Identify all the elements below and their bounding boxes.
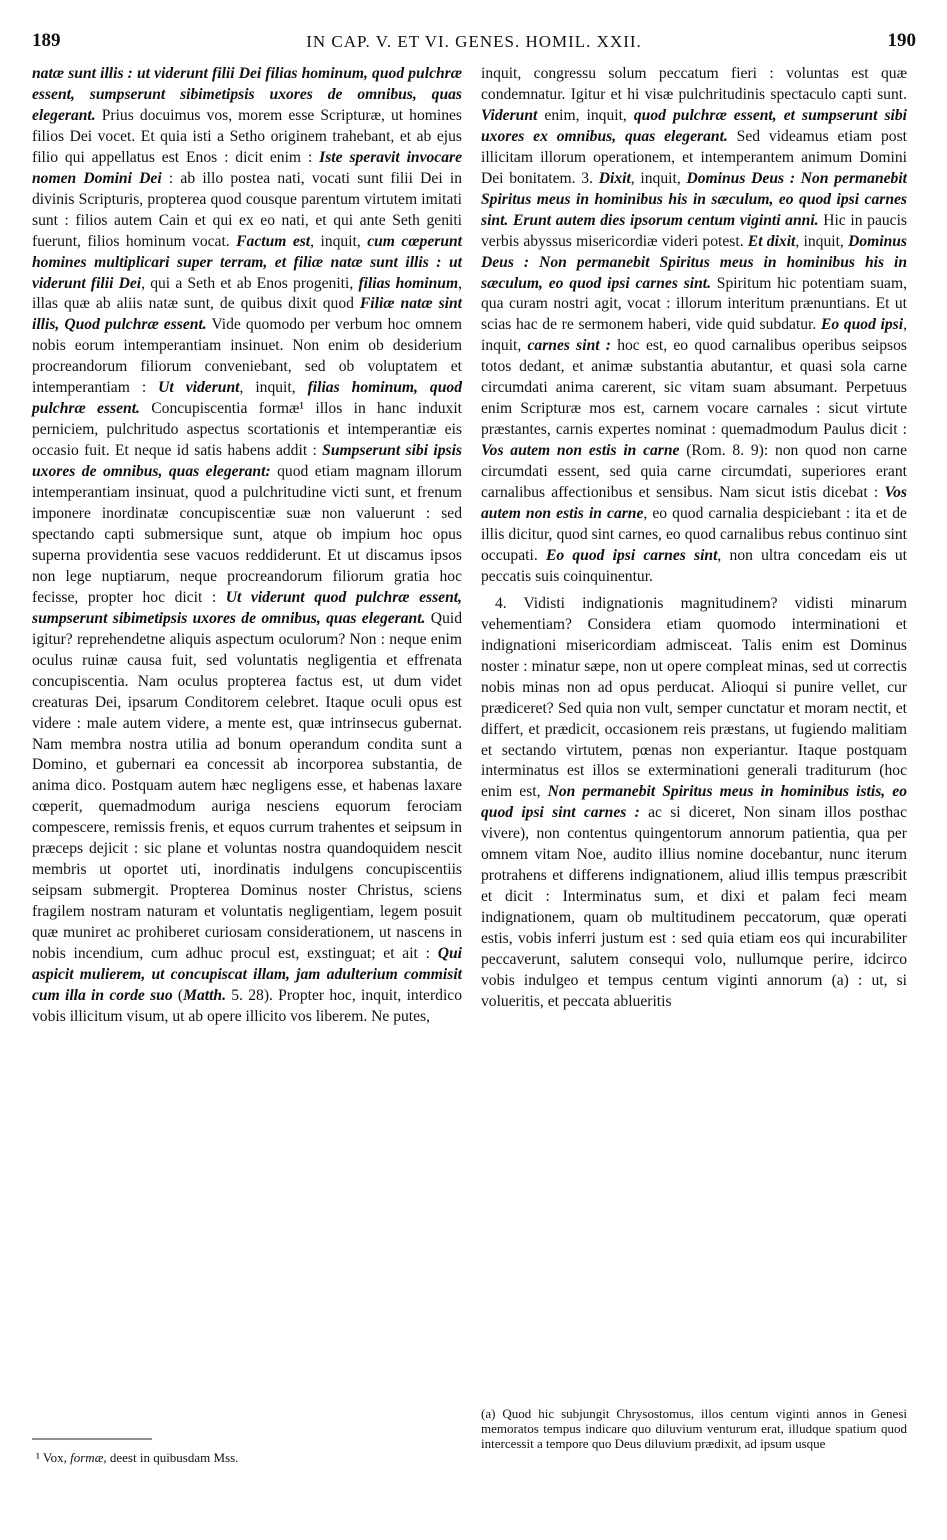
footnote-right: (a) Quod hic subjungit Chrysostomus, illos centum viginti annos in Genesi memoratos tempus indicare quo diluvium venturum erat, illudque spatium quod intercessit a tempore quo Deus diluvium prædixit, ad ipsum usque — [481, 1406, 907, 1452]
text-run: Sed videamus etiam post illicitam illorum operationem, et intemperantem animum Domini Dei bonitatem. 3. — [481, 127, 907, 187]
right-paragraph-1 — [481, 64, 907, 588]
italic-run: Et dixit — [747, 232, 796, 250]
italic-run: Factum est — [236, 232, 311, 250]
text-run: Vide quomodo per verbum hoc omnem nobis eorum intemperantiam insinuet. Non enim ob desiderium procreandorum filiorum conveniebant, sed ob voluptatem et intemperantiam : — [32, 316, 462, 397]
text-run: ac si diceret, Non sinam illos posthac vivere), non contentus quingentorum annorum patientia, qua per omnem vitam Noe, audito illius nomine docebantur, nunc iterum protrahens et differens indignationem, aliud illis tempus præscribit et dicit : Interminatus sum, et dixi et palam feci meam indignationem, quam ob multitudinem peccatorum, quæ operati estis, vobis inferri justum est : sed quia etiam eos qui incurabiliter peccaverunt, salutem consequi volo, nullumque perire, idcirco vobis indulgeo et tempus centum viginti annorum (a) : ut, si volueritis, et peccata ablueritis — [481, 804, 907, 1010]
italic-run: Eo quod ipsi carnes sint — [545, 546, 718, 564]
italic-run: filias hominum, quod pulchræ essent. — [32, 379, 462, 418]
text-run: hoc est, eo quod carnalibus operibus seipsos totos dedant, et animæ substantia abutantur, et quasi sola carne circumdati anima carerent, sic vitam suam absumant. Perpetuus enim Scripturæ mos est, carnem vocare carnales : sicut virtute præstantes, carnis expertes nominat : quemadmodum Paulus dicit : — [481, 337, 907, 439]
italic-run: Vos autem non estis in carne — [481, 442, 680, 460]
italic-run: natæ sunt illis : ut viderunt filii Dei filias hominum, quod pulchræ essent, sumpserunt sibimetipsis uxores de omnibus, quas elegerant. — [32, 65, 462, 124]
italic-run: Eo quod ipsi — [820, 316, 904, 334]
page-number-right: 190 — [887, 30, 916, 51]
italic-run: Non permanebit Spiritus meus in hominibus istis, eo quod ipsi sint carnes : — [481, 783, 907, 822]
italic-run: Dixit — [598, 169, 631, 187]
text-run: , non ultra concedam eis ut peccatis suis coinquinentur. — [481, 546, 907, 585]
left-paragraph-1 — [32, 64, 462, 1028]
footnote-left — [36, 1450, 456, 1465]
text-run: quod etiam magnam illorum intemperantiam insinuat, quod a pulchritudine victi sunt, et frenum imponere inordinatæ concupiscentiæ suæ non valuerunt : sed spectando capti submersique sunt, atque ob impium hoc opus superna providentia sese vacuos reddiderunt. Et ut discamus ipsos non lege nuptiarum, neque procreandorum filiorum gratia hoc fecisse, propter hoc dicit : — [32, 463, 463, 606]
text-run: , illas quæ ab aliis natæ sunt, de quibus dixit quod — [32, 274, 462, 313]
text-run: , inquit, — [481, 316, 907, 355]
italic-run: Matth. — [183, 986, 226, 1004]
text-run: (Rom. 8. 9): non quod non carne circumdati essent, sed quia carne circumdati, superiores erant carnalibus affectionibus et sensibus. Nam sicut istis dicebat : — [481, 442, 907, 502]
italic-run: Dominus Deus : Non permanebit Spiritus meus in hominibus his in sæculum, eo quod ipsi carnes sint. Erunt autem dies ipsorum centum viginti anni. — [481, 169, 908, 229]
italic-run: Viderunt — [481, 106, 538, 124]
page-number-left: 189 — [32, 30, 61, 51]
text-run: inquit, congressu solum peccatum fieri : voluntas est quæ condemnatur. Igitur et hi visæ pulchritudinis spectaculo capti sunt. — [481, 65, 907, 103]
text-run: , inquit, — [795, 232, 849, 250]
footnote-rule-right — [481, 1400, 907, 1402]
italic-run: Ut viderunt quod pulchræ essent, sumpserunt sibimetipsis uxores de omnibus, quas elegerant. — [32, 588, 462, 627]
text-run: , inquit, — [239, 379, 308, 397]
italic-run: cum cœperunt homines multiplicari super terram, et filiæ natæ sunt illis : ut viderunt filii Dei — [32, 232, 462, 292]
italic-run: Qui aspicit mulierem, ut concupiscat illam, jam adulterium commisit cum illa in corde suo — [32, 945, 462, 1004]
text-run: Hic in paucis verbis abyssus misericordiæ videri potest. — [481, 211, 907, 250]
text-run: , inquit, — [310, 232, 368, 250]
text-run: , qui a Seth et ab Enos progeniti, — [141, 274, 359, 292]
italic-run: quod pulchræ essent, et sumpserunt sibi uxores ex omnibus, quas elegerant. — [481, 106, 907, 145]
footnote-marker: ¹ — [36, 1450, 40, 1465]
text-run: Prius docuimus vos, morem esse Scripturæ, ut homines filios Dei vocet. Et quia isti a Setho originem trahebant, et ab ejus filio qui appellatus est Enos : dicit enim : — [32, 106, 462, 166]
right-column — [481, 64, 907, 1013]
text-run: ( — [172, 986, 184, 1004]
text-run: : ab illo postea nati, vocati sunt filii Dei in divinis Scripturis, propterea quod cousque parentum virtutem imitati sunt : filios autem Cain et qui ex eo nati, et qui ante Seth geniti fuerunt, filios hominum vocat. — [32, 169, 462, 250]
text-run: Spiritum hic potentiam suam, qua curam nostri agit, vocat : illorum interitum prænuntians. Et ut scias hac de re sermonem haberi, vide quid subdatur. — [481, 274, 908, 334]
italic-run: Iste speravit invocare nomen Domini Dei — [32, 148, 462, 187]
italic-run: filias hominum — [358, 274, 459, 292]
page-header — [32, 30, 916, 60]
italic-run: carnes sint : — [527, 337, 611, 355]
footnote-text-post: , deest in quibusdam Mss. — [103, 1450, 239, 1465]
text-run: , inquit, — [630, 169, 687, 187]
text-run: 5. 28). Propter hoc, inquit, interdico vobis illicitum visum, ut ab opere illicito vos liberem. Ne putes, — [32, 986, 462, 1025]
running-title: IN CAP. V. ET VI. GENES. HOMIL. XXII. — [306, 32, 642, 51]
italic-run: Sumpserunt sibi ipsis uxores de omnibus, quas elegerant: — [32, 442, 462, 481]
text-run: Concupiscentia formæ¹ illos in hanc induxit perniciem, pulchritudo aspectus scortationis et intemperantiæ eis occasio fuit. Et neque id satis habens addit : — [32, 400, 462, 460]
text-run: enim, inquit, — [537, 106, 634, 124]
italic-run: Vos autem non estis in carne — [481, 484, 907, 523]
italic-run: Dominus Deus : Non permanebit Spiritus meus in hominibus his in sæculum, eo quod ipsi carnes sint. — [481, 232, 907, 292]
text-run: Quid igitur? reprehendetne aliquis aspectum oculorum? Non : neque enim oculus ruinæ causa fuit, sed voluntatis negligentia et effrenata concupiscentia. Nam oculus propterea factus est, ut dum videt creaturas Dei, ipsarum Conditorem celebret. Itaque oculi opus est videre : male autem videre, a mente est, quæ intrinsecus gubernat. Nam membra nostra utilia ad bonum operandum condita sunt a Domino, et gubernari ea concessit ab incorporea substantia, de anima dico. Postquam autem hæc negligens esse, et habenas laxare cœperit, quemadmodum auriga nesciens equorum ferociam compescere, remissis frenis, et equos currum trahentes et seipsum in præceps dejicit : sic plane et voluntas nostra quandoquidem nescit membris ut oportet uti, inordinatis indulgens concupiscentiis seipsam submergit. Propterea Dominus noster Christus, sciens fragilem nostram naturam et voluntatis negligentiam, legem posuit quæ muniret ac prohiberet curiosam considerationem, ut nascens in nobis incendium, cum adhuc procul est, exstinguat; et ait : — [32, 609, 462, 963]
text-run: 4. Vidisti indignationis magnitudinem? vidisti minarum vehementiam? Considera etiam quomodo interminationi et indignationi misericordiam admisceat. Talis enim est Dominus noster : minatur sæpe, non ut opere compleat minas, sed ut correctis nobis minas non ad opus perducat. Alioqui si punire vellet, cur prædiceret? Sed quia non vult, semper cunctatur et moram nectit, et differt, et prædicit, occasionem reis præstans, ut fugiendo malitiam et sectando virtutem, pœnas non experiantur. Itaque postquam interminatus est illos se exterminationi generali traditurum (hoc enim est, — [481, 594, 907, 801]
italic-run: Ut viderunt — [158, 379, 240, 397]
footnote-text-word: formæ — [70, 1450, 104, 1465]
right-paragraph-2 — [481, 594, 907, 1013]
text-run: , eo quod carnalia despiciebant : ita et de illis dicitur, quod sint carnes, eo quod carnalibus rebus continuo sint occupati. — [481, 505, 907, 564]
footnote-text-pre: Vox, — [39, 1450, 71, 1465]
italic-run: Filiæ natæ sint illis, Quod pulchræ essent. — [32, 295, 462, 334]
footnote-rule-left — [32, 1438, 462, 1440]
left-column — [32, 64, 462, 1028]
